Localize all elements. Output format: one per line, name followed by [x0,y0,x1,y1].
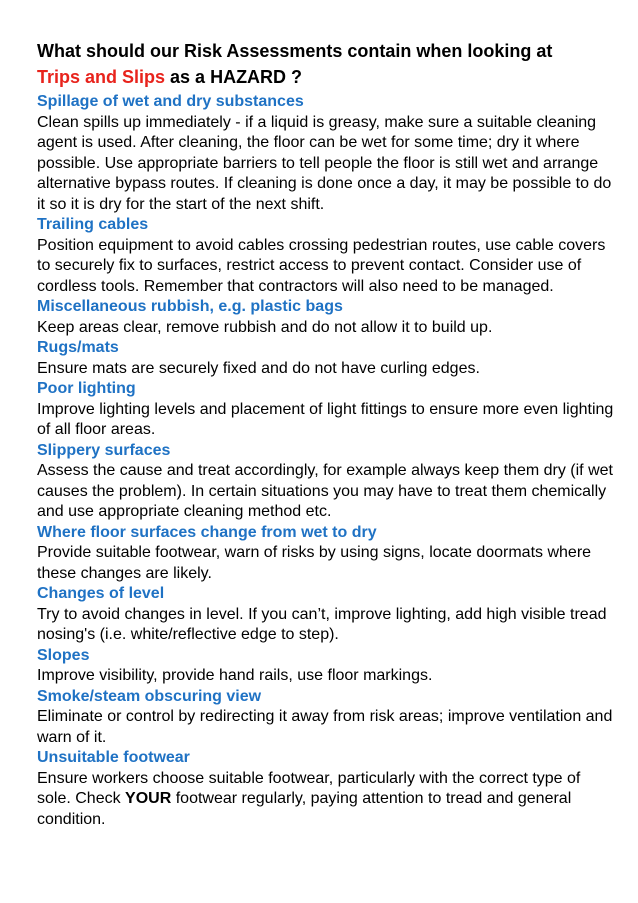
section-body: Try to avoid changes in level. If you can’t, improve lighting, add high visible tread nosing's (i.e. white/reflective edge to step). [37,605,607,643]
section-body: Improve visibility, provide hand rails, use floor markings. [37,667,433,684]
body-emphasis: YOUR [125,790,172,807]
page-title [37,38,617,90]
section-heading: Changes of level [37,585,165,602]
section-body [37,769,617,831]
section-wet-to-dry [37,523,617,585]
section-spillage [37,92,617,215]
body-text-after: footwear regularly, paying attention to tread and general condition. [37,790,572,828]
section-trailing-cables [37,215,617,297]
section-body: Improve lighting levels and placement of light fittings to ensure more even lighting of all floor areas. [37,400,614,438]
section-slippery-surfaces [37,441,617,523]
title-text: What should our Risk Assessments contain when looking at [37,41,553,61]
section-body: Eliminate or control by redirecting it away from risk areas; improve ventilation and warn of it. [37,708,613,746]
section-heading: Unsuitable footwear [37,749,190,766]
section-heading: Smoke/steam obscuring view [37,687,262,705]
section-heading: Slippery surfaces [37,441,171,459]
section-heading: Poor lighting [37,380,136,397]
section-rugs-mats [37,338,617,379]
section-smoke-steam [37,687,617,749]
section-body: Clean spills up immediately - if a liquid is greasy, make sure a suitable cleaning agent is used. After cleaning, the floor can be wet for some time; dry it where possible. Use appropriate barriers to tell people the floor is still wet and arrange alternative bypass routes. If cleaning is done once a day, it may be possible to do it so it is dry for the start of the next shift. [37,113,612,213]
section-heading: Rugs/mats [37,339,119,356]
section-body: Ensure mats are securely fixed and do not have curling edges. [37,359,480,377]
section-body: Provide suitable footwear, warn of risks by using signs, locate doormats where these changes are likely. [37,544,592,582]
body-text-before: Ensure workers choose suitable footwear, particularly with the correct type of sole. Check [37,769,581,807]
section-body: Keep areas clear, remove rubbish and do not allow it to build up. [37,318,493,336]
section-heading: Where floor surfaces change from wet to dry [37,523,377,541]
section-heading: Trailing cables [37,216,149,233]
document-content [37,38,617,830]
section-misc-rubbish [37,297,617,338]
title-suffix: as a HAZARD ? [165,67,303,87]
section-changes-of-level [37,584,617,646]
section-slopes [37,646,617,687]
section-body: Position equipment to avoid cables crossing pedestrian routes, use cable covers to securely fix to surfaces, restrict access to prevent contact. Consider use of cordless tools. Remember that contractors will also need to be managed. [37,236,606,295]
title-highlight: Trips and Slips [37,67,166,87]
section-body: Assess the cause and treat accordingly, for example always keep them dry (if wet causes the problem). In certain situations you may have to treat them chemically and use appropriate cleaning method etc. [37,462,613,520]
section-unsuitable-footwear [37,748,617,830]
section-heading: Miscellaneous rubbish, e.g. plastic bags [37,298,343,315]
section-heading: Spillage of wet and dry substances [37,93,304,110]
section-poor-lighting [37,379,617,441]
section-heading: Slopes [37,646,90,664]
